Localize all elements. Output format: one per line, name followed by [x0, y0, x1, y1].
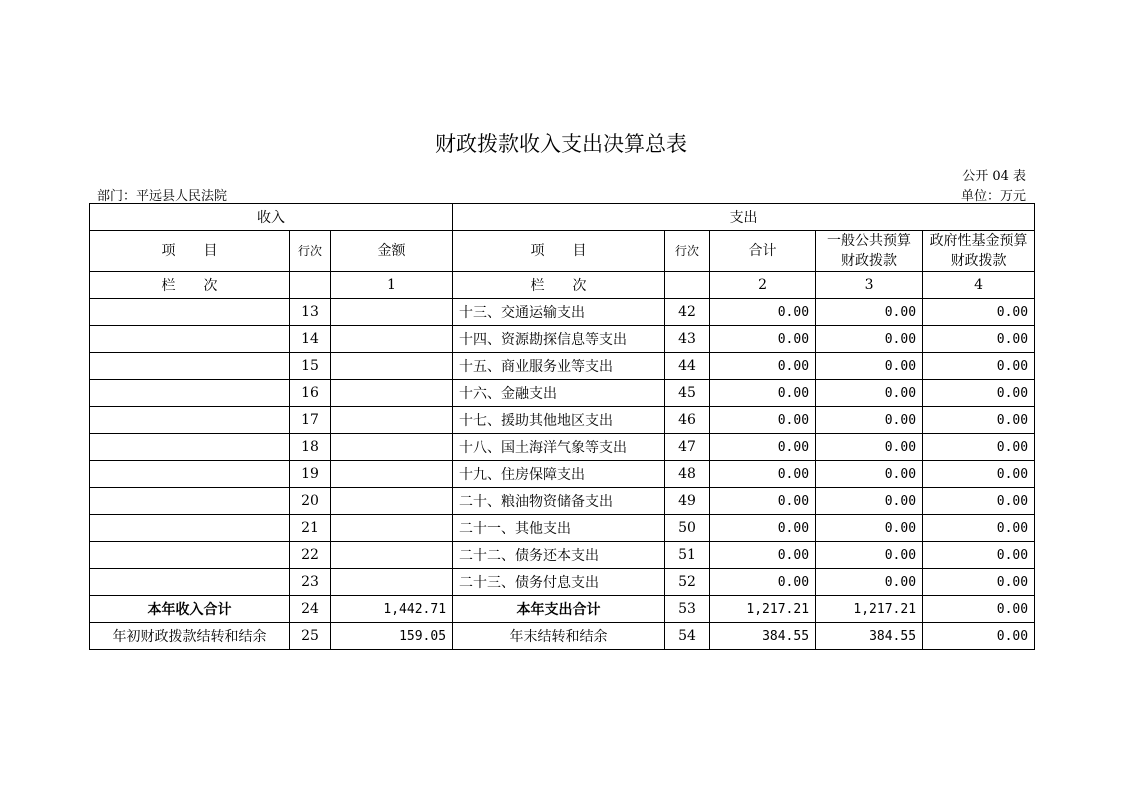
income-rowno-cell: 17 [290, 407, 331, 434]
column-label: 栏 次 [90, 272, 290, 299]
income-amount-cell [331, 515, 453, 542]
expense-item-cell: 本年支出合计 [453, 596, 665, 623]
expense-item-header: 项 目 [453, 231, 665, 272]
expense-item-cell: 十九、住房保障支出 [453, 461, 665, 488]
income-item-cell [90, 434, 290, 461]
income-rowno-cell: 25 [290, 623, 331, 650]
gov-fund-cell: 0.00 [923, 623, 1035, 650]
gov-fund-cell: 0.00 [923, 326, 1035, 353]
expense-rowno-cell: 42 [665, 299, 710, 326]
income-rowno-cell: 22 [290, 542, 331, 569]
gov-fund-cell: 0.00 [923, 488, 1035, 515]
gov-fund-header: 政府性基金预算财政拨款 [923, 231, 1035, 272]
budget-table [89, 203, 1035, 650]
total-header: 合计 [710, 231, 816, 272]
income-item-cell [90, 515, 290, 542]
income-item-cell [90, 542, 290, 569]
income-item-cell [90, 380, 290, 407]
income-amount-cell [331, 569, 453, 596]
table-row [90, 488, 1035, 515]
expense-rowno-cell: 49 [665, 488, 710, 515]
income-amount-cell [331, 434, 453, 461]
expense-rowno-cell: 46 [665, 407, 710, 434]
income-item-cell [90, 299, 290, 326]
table-row [90, 326, 1035, 353]
general-budget-cell: 0.00 [816, 542, 923, 569]
gov-fund-cell: 0.00 [923, 515, 1035, 542]
general-budget-cell: 0.00 [816, 461, 923, 488]
gov-fund-cell: 0.00 [923, 569, 1035, 596]
income-item-header: 项 目 [90, 231, 290, 272]
general-budget-cell: 0.00 [816, 515, 923, 542]
income-rowno-cell: 16 [290, 380, 331, 407]
expense-item-cell: 十四、资源勘探信息等支出 [453, 326, 665, 353]
expense-item-cell: 二十一、其他支出 [453, 515, 665, 542]
unit-label: 单位：万元 [960, 189, 1026, 204]
total-cell: 0.00 [710, 569, 816, 596]
gov-fund-cell: 0.00 [923, 461, 1035, 488]
income-item-cell [90, 353, 290, 380]
column-rowno-blank-expense [665, 272, 710, 299]
gov-fund-cell: 0.00 [923, 407, 1035, 434]
table-row [90, 434, 1035, 461]
table-row [90, 596, 1035, 623]
general-budget-cell: 1,217.21 [816, 596, 923, 623]
expense-rowno-cell: 52 [665, 569, 710, 596]
income-rowno-cell: 19 [290, 461, 331, 488]
income-item-cell [90, 488, 290, 515]
income-rowno-cell: 13 [290, 299, 331, 326]
income-rowno-cell: 23 [290, 569, 331, 596]
gov-fund-cell: 0.00 [923, 542, 1035, 569]
income-amount-cell [331, 326, 453, 353]
expense-item-cell: 二十、粮油物资储备支出 [453, 488, 665, 515]
table-row [90, 515, 1035, 542]
department-label: 部门：平远县人民法院 [97, 189, 228, 204]
general-budget-cell: 0.00 [816, 488, 923, 515]
total-cell: 0.00 [710, 299, 816, 326]
total-cell: 0.00 [710, 380, 816, 407]
expense-rowno-cell: 50 [665, 515, 710, 542]
income-amount-cell [331, 488, 453, 515]
expense-rowno-cell: 53 [665, 596, 710, 623]
gov-fund-cell: 0.00 [923, 434, 1035, 461]
income-amount-cell [331, 299, 453, 326]
expense-item-cell: 十三、交通运输支出 [453, 299, 665, 326]
income-item-cell [90, 569, 290, 596]
general-budget-cell: 0.00 [816, 380, 923, 407]
income-rowno-cell: 14 [290, 326, 331, 353]
column-number-fund: 4 [923, 272, 1035, 299]
section-header-row [90, 204, 1035, 231]
table-row [90, 623, 1035, 650]
general-budget-cell: 0.00 [816, 569, 923, 596]
expense-item-cell: 二十三、债务付息支出 [453, 569, 665, 596]
income-amount-cell [331, 353, 453, 380]
expense-rowno-cell: 45 [665, 380, 710, 407]
table-row [90, 461, 1035, 488]
income-section-header: 收入 [90, 204, 453, 231]
income-amount-header: 金额 [331, 231, 453, 272]
income-amount-cell [331, 407, 453, 434]
gov-fund-cell: 0.00 [923, 380, 1035, 407]
income-amount-cell [331, 380, 453, 407]
table-row [90, 407, 1035, 434]
column-number-general: 3 [816, 272, 923, 299]
column-header-row [90, 231, 1035, 272]
expense-rowno-cell: 44 [665, 353, 710, 380]
income-rowno-cell: 18 [290, 434, 331, 461]
income-amount-cell [331, 542, 453, 569]
expense-rowno-cell: 47 [665, 434, 710, 461]
income-rowno-cell: 20 [290, 488, 331, 515]
table-row [90, 569, 1035, 596]
expense-rowno-cell: 54 [665, 623, 710, 650]
expense-rowno-cell: 43 [665, 326, 710, 353]
expense-rowno-cell: 48 [665, 461, 710, 488]
income-amount-cell: 1,442.71 [331, 596, 453, 623]
total-cell: 0.00 [710, 461, 816, 488]
table-row [90, 353, 1035, 380]
expense-item-cell: 十六、金融支出 [453, 380, 665, 407]
general-budget-cell: 0.00 [816, 326, 923, 353]
gov-fund-cell: 0.00 [923, 353, 1035, 380]
column-number-amount: 1 [331, 272, 453, 299]
expense-item-cell: 二十二、债务还本支出 [453, 542, 665, 569]
income-item-cell [90, 407, 290, 434]
general-budget-cell: 0.00 [816, 407, 923, 434]
income-item-cell: 年初财政拨款结转和结余 [90, 623, 290, 650]
general-budget-cell: 0.00 [816, 299, 923, 326]
total-cell: 0.00 [710, 515, 816, 542]
income-item-cell [90, 461, 290, 488]
total-cell: 1,217.21 [710, 596, 816, 623]
table-row [90, 299, 1035, 326]
gov-fund-cell: 0.00 [923, 299, 1035, 326]
column-label-expense: 栏 次 [453, 272, 665, 299]
general-budget-header: 一般公共预算财政拨款 [816, 231, 923, 272]
expense-item-cell: 十七、援助其他地区支出 [453, 407, 665, 434]
total-cell: 0.00 [710, 542, 816, 569]
column-number-total: 2 [710, 272, 816, 299]
total-cell: 0.00 [710, 434, 816, 461]
total-cell: 0.00 [710, 407, 816, 434]
gov-fund-cell: 0.00 [923, 596, 1035, 623]
income-item-cell [90, 326, 290, 353]
expense-item-cell: 十五、商业服务业等支出 [453, 353, 665, 380]
general-budget-cell: 0.00 [816, 353, 923, 380]
total-cell: 384.55 [710, 623, 816, 650]
total-cell: 0.00 [710, 488, 816, 515]
income-item-cell: 本年收入合计 [90, 596, 290, 623]
income-amount-cell [331, 461, 453, 488]
expense-section-header: 支出 [453, 204, 1035, 231]
general-budget-cell: 0.00 [816, 434, 923, 461]
income-rowno-cell: 15 [290, 353, 331, 380]
table-row [90, 380, 1035, 407]
total-cell: 0.00 [710, 353, 816, 380]
income-rowno-cell: 21 [290, 515, 331, 542]
income-amount-cell: 159.05 [331, 623, 453, 650]
column-number-row [90, 272, 1035, 299]
general-budget-cell: 384.55 [816, 623, 923, 650]
expense-rowno-header: 行次 [665, 231, 710, 272]
column-rowno-blank [290, 272, 331, 299]
expense-rowno-cell: 51 [665, 542, 710, 569]
table-row [90, 542, 1035, 569]
form-number: 公开 04 表 [962, 169, 1026, 184]
income-rowno-cell: 24 [290, 596, 331, 623]
page-title: 财政拨款收入支出决算总表 [435, 132, 687, 156]
expense-item-cell: 十八、国土海洋气象等支出 [453, 434, 665, 461]
total-cell: 0.00 [710, 326, 816, 353]
expense-item-cell: 年末结转和结余 [453, 623, 665, 650]
income-rowno-header: 行次 [290, 231, 331, 272]
